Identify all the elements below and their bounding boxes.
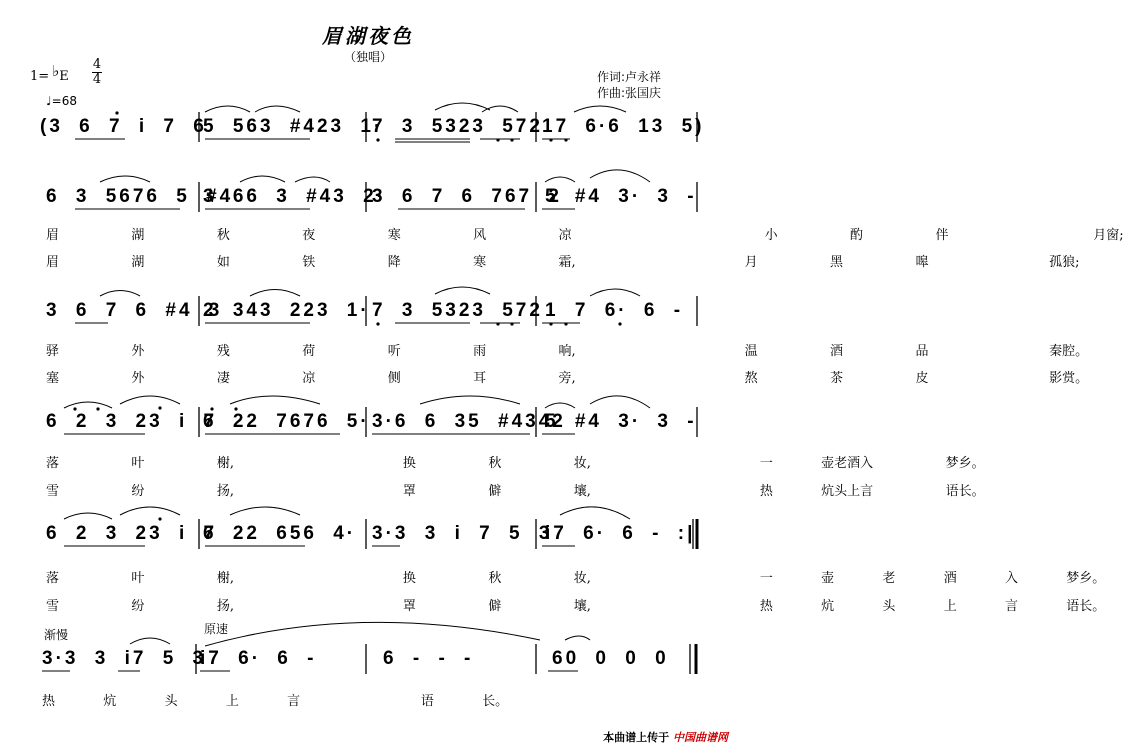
notes-measure: 6 22 656 4·: [203, 523, 357, 544]
notes-measure: 3·6 6 35 #4342: [372, 411, 566, 432]
upload-text: 本曲谱上传于: [603, 731, 670, 744]
quarter-note-icon: ♩: [46, 94, 52, 108]
lyrics-line: 雪 纷 扬, 罩 僻 壤, 热 炕头上言 语长。: [46, 484, 985, 499]
notes-measure: 2 343 223 1·: [203, 300, 370, 321]
notes-measure: 3 6 7 6 767 2: [372, 186, 562, 207]
composer-credit: 作曲:张国庆: [597, 86, 662, 100]
lyrics-line: 驿 外 残 荷 听 雨 响, 温 酒 品 秦腔。: [46, 344, 1089, 359]
notes-measure: 6 2 3 23 i 7: [46, 411, 218, 432]
notes-measure: 7 3 5323 572: [372, 116, 543, 137]
notes-measure: 3 6 7 6 #4 3: [46, 300, 223, 321]
notes-measure: 3 66 3 #43 2·: [203, 186, 386, 207]
site-logo[interactable]: 中国曲谱网: [673, 731, 728, 744]
notes-measure: 5 563 #423 1·: [203, 116, 384, 137]
page-title: 眉湖夜色: [322, 24, 414, 48]
notes-measure: 7 3 5323 572: [372, 300, 543, 321]
lyricist-credit: 作词:卢永祥: [597, 70, 662, 84]
lyrics-line: 落 叶 榭, 换 秋 妆, 一 壶 老 酒 入 梦乡。: [46, 571, 1106, 586]
time-sig-top: 4: [92, 57, 102, 72]
flat-icon: ♭: [52, 62, 60, 80]
notes-measure: i7 6· 6 - :|: [545, 523, 696, 544]
notes-measure: (3 6 7 i 7 6: [40, 116, 207, 137]
notes-measure: 1 7 6· 6 -: [545, 300, 684, 321]
lyrics-line: 热 炕 头 上 言 语 长。: [42, 694, 509, 709]
notes-measure: 5 #4 3· 3 -: [545, 411, 697, 432]
notes-measure: 6 2 3 23 i 7: [46, 523, 218, 544]
notes-measure: 60 0 0 0: [552, 648, 669, 669]
key-label: 1=: [30, 69, 50, 84]
ritardando-mark: 渐慢: [44, 628, 69, 642]
footer-credit: [603, 729, 728, 745]
subtitle: （独唱）: [343, 50, 392, 64]
notes-measure: 17 6·6 13 5): [542, 116, 705, 137]
lyrics-line: 眉 湖 秋 夜 寒 风 凉 小 酌 伴 月窗;: [46, 228, 1124, 243]
notes-measure: 6 3 5676 5 #4: [46, 186, 234, 207]
notes-measure: 5 #4 3· 3 -: [545, 186, 697, 207]
lyrics-line: 塞 外 凄 凉 侧 耳 旁, 熬 茶 皮 影赏。: [46, 371, 1089, 386]
lyrics-line: 雪 纷 扬, 罩 僻 壤, 热 炕 头 上 言 语长。: [46, 599, 1106, 614]
notes-measure: 6 22 7676 5·: [203, 411, 370, 432]
lyrics-line: 落 叶 榭, 换 秋 妆, 一 壶老酒入 梦乡。: [46, 456, 985, 471]
notes-measure: 3·3 3 i7 5 3: [42, 648, 207, 669]
a-tempo-mark: 原速: [204, 622, 229, 636]
lyrics-line: 眉 湖 如 铁 降 寒 霜, 月 黑 嗥 孤狼;: [46, 255, 1080, 270]
notes-measure: 3·3 3 i 7 5 3: [372, 523, 553, 544]
key-note: E: [59, 69, 69, 84]
notes-measure: 6 - - -: [383, 648, 474, 669]
time-sig-bottom: 4: [92, 72, 102, 87]
tempo-value: =68: [51, 94, 77, 108]
notes-measure: i7 6· 6 -: [200, 648, 317, 669]
